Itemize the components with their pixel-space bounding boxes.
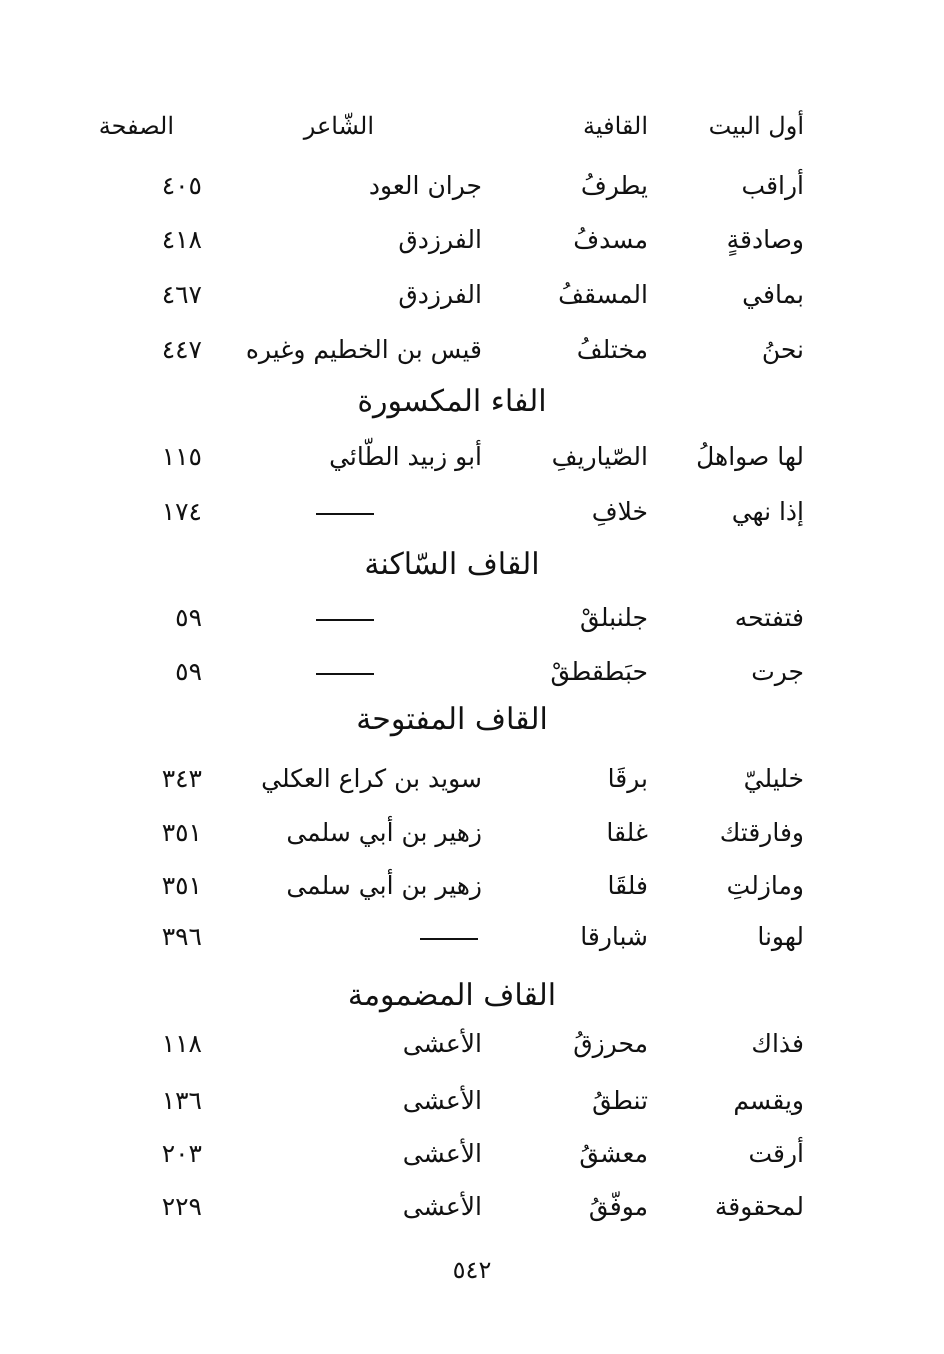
header-rhyme: القافية xyxy=(582,112,648,140)
table-row xyxy=(0,917,944,957)
table-row xyxy=(0,1024,944,1064)
first-verse: وفارقتك xyxy=(719,818,804,847)
page-number: ١٧٤ xyxy=(161,497,202,526)
table-row xyxy=(0,492,944,532)
section-title: القاف المضمومة xyxy=(347,978,557,1013)
table-row xyxy=(0,166,944,206)
table-row xyxy=(0,1081,944,1121)
first-verse: فذاك xyxy=(751,1029,804,1058)
rhyme: غلقا xyxy=(606,818,648,847)
poet: جران العود xyxy=(368,171,482,200)
table-row xyxy=(0,1134,944,1174)
table-row xyxy=(0,598,944,638)
rhyme: خلافِ xyxy=(591,497,648,526)
first-verse: أرقت xyxy=(748,1139,804,1168)
rhyme: معشقُ xyxy=(579,1139,648,1168)
poet: الأعشى xyxy=(402,1029,482,1058)
rhyme: شبارقا xyxy=(580,922,648,951)
table-row xyxy=(0,1187,944,1227)
poet: زهير بن أبي سلمى xyxy=(286,818,482,847)
poet: سويد بن كراع العكلي xyxy=(261,764,482,793)
header-first-verse: أول البيت xyxy=(708,112,804,140)
page-number: ٥٩ xyxy=(175,657,202,686)
poet: الفرزدق xyxy=(398,225,482,254)
rhyme: موفّقُ xyxy=(588,1192,648,1221)
poet: الأعشى xyxy=(402,1086,482,1115)
poet: زهير بن أبي سلمى xyxy=(286,871,482,900)
table-row xyxy=(0,437,944,477)
rhyme: مختلفُ xyxy=(576,335,648,364)
table-row xyxy=(0,866,944,906)
dash-line xyxy=(316,513,374,515)
rhyme: برقَا xyxy=(607,764,648,793)
page-number: ٤١٨ xyxy=(161,225,202,254)
poet: أبو زبيد الطّائي xyxy=(329,442,482,471)
page-number: ٣٥١ xyxy=(161,818,202,847)
page-number: ٣٩٦ xyxy=(161,922,202,951)
page-number: ١١٥ xyxy=(161,442,202,471)
dash-line xyxy=(316,619,374,621)
poet-unknown-dash xyxy=(378,917,478,957)
rhyme: يطرفُ xyxy=(580,171,648,200)
rhyme: مسدفُ xyxy=(573,225,648,254)
first-verse: ومازلتِ xyxy=(726,871,804,900)
first-verse: بمافي xyxy=(742,280,804,309)
poet: الفرزدق xyxy=(398,280,482,309)
first-verse: خليليّ xyxy=(743,764,804,793)
header-poet: الشّاعر xyxy=(303,112,374,140)
table-row xyxy=(0,275,944,315)
page-number: ٣٥١ xyxy=(161,871,202,900)
dash-line xyxy=(420,938,478,940)
table-row xyxy=(0,330,944,370)
first-verse: لهونا xyxy=(757,922,804,951)
page-number: ٣٤٣ xyxy=(161,764,202,793)
header-page: الصفحة xyxy=(98,112,174,140)
first-verse: لمحقوقة xyxy=(714,1192,804,1221)
rhyme: تنطقُ xyxy=(592,1086,648,1115)
page-number: ٤٤٧ xyxy=(161,335,202,364)
page-number: ١١٨ xyxy=(161,1029,202,1058)
page-number: ٢٠٣ xyxy=(161,1139,202,1168)
poet-unknown-dash xyxy=(274,598,374,638)
section-title: القاف السّاكنة xyxy=(364,547,540,582)
poet: الأعشى xyxy=(402,1139,482,1168)
section-title: القاف المفتوحة xyxy=(356,702,548,737)
poet: قيس بن الخطيم وغيره xyxy=(245,335,482,364)
rhyme: الصّياريفِ xyxy=(551,442,648,471)
table-row xyxy=(0,220,944,260)
section-title: الفاء المكسورة xyxy=(357,384,547,419)
section-heading xyxy=(0,380,944,424)
first-verse: نحنُ xyxy=(761,335,804,364)
column-header xyxy=(0,106,944,146)
page-folio-number: ٥٤٢ xyxy=(452,1256,492,1284)
first-verse: إذا نهي xyxy=(731,497,804,526)
first-verse: فتفتحه xyxy=(734,603,804,632)
dash-line xyxy=(316,673,374,675)
rhyme: المسقفُ xyxy=(558,280,648,309)
page-number: ٤٠٥ xyxy=(161,171,202,200)
table-row xyxy=(0,759,944,799)
first-verse: ويقسم xyxy=(733,1086,804,1115)
poet: الأعشى xyxy=(402,1192,482,1221)
first-verse: أراقب xyxy=(741,171,804,200)
page-number: ٥٩ xyxy=(175,603,202,632)
section-heading xyxy=(0,974,944,1018)
page-number: ٤٦٧ xyxy=(161,280,202,309)
rhyme: جلنبلقْ xyxy=(580,603,648,632)
section-heading xyxy=(0,698,944,742)
poet-unknown-dash xyxy=(274,652,374,692)
rhyme: فلقَا xyxy=(607,871,648,900)
rhyme: حبَطقطقْ xyxy=(550,657,648,686)
page-number: ١٣٦ xyxy=(161,1086,202,1115)
table-row xyxy=(0,652,944,692)
table-row xyxy=(0,813,944,853)
section-heading xyxy=(0,543,944,587)
poet-unknown-dash xyxy=(274,492,374,532)
rhyme: محرزقُ xyxy=(573,1029,648,1058)
first-verse: وصادقةٍ xyxy=(726,225,804,254)
first-verse: لها صواهلُ xyxy=(696,442,804,471)
page-number: ٢٢٩ xyxy=(161,1192,202,1221)
first-verse: جرت xyxy=(751,657,804,686)
